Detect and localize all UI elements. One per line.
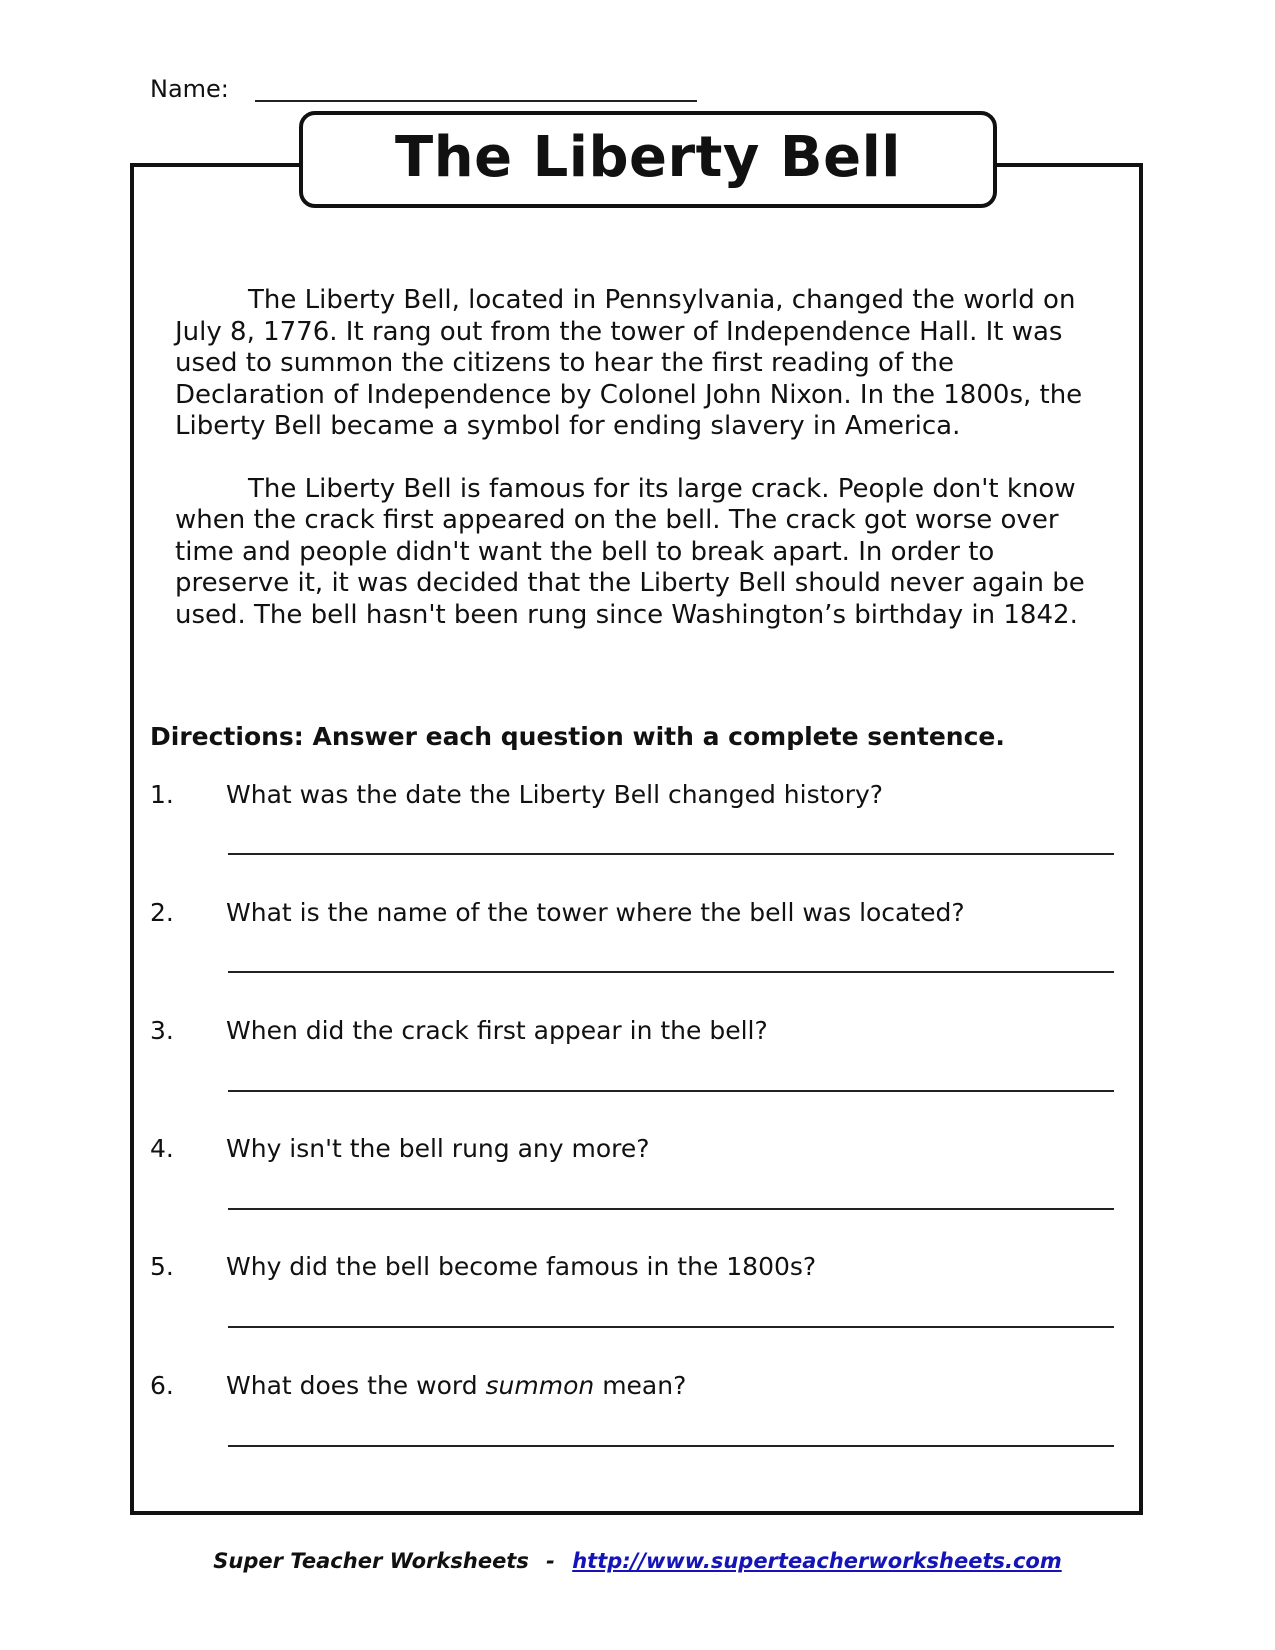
question-number: 4. <box>150 1134 174 1163</box>
question-text-part: What does the word <box>226 1371 486 1400</box>
passage-paragraph: The Liberty Bell is famous for its large crack. People don't know when the crack first appeared on the bell. The crack got worse over time and people didn't want the bell to break apart. In order to preserve it, it was decided that the Liberty Bell should never again be used. The bell hasn't been rung since Washington’s birthday in 1842. <box>175 473 1085 630</box>
answer-line-1[interactable] <box>228 853 1114 855</box>
footer-separator: - <box>546 1549 555 1573</box>
name-blank-line[interactable] <box>255 100 697 102</box>
question-text: What is the name of the tower where the bell was located? <box>226 898 965 927</box>
question-number: 3. <box>150 1016 174 1045</box>
question-text-part: mean? <box>594 1371 687 1400</box>
directions: Directions: Answer each question with a complete sentence. <box>150 722 1005 751</box>
answer-line-5[interactable] <box>228 1326 1114 1328</box>
answer-line-2[interactable] <box>228 971 1114 973</box>
question-number: 1. <box>150 780 174 809</box>
footer <box>0 1548 1275 1574</box>
footer-url-link[interactable]: http://www.superteacherworksheets.com <box>572 1549 1062 1573</box>
reading-passage <box>175 285 1105 662</box>
answer-line-3[interactable] <box>228 1090 1114 1092</box>
question-number: 5. <box>150 1252 174 1281</box>
question-text <box>226 1371 686 1401</box>
title-box <box>299 111 997 208</box>
answer-line-4[interactable] <box>228 1208 1114 1210</box>
question-text: What was the date the Liberty Bell changed history? <box>226 780 884 809</box>
vocabulary-word: summon <box>485 1371 595 1400</box>
question-text: When did the crack first appear in the bell? <box>226 1016 768 1045</box>
answer-line-6[interactable] <box>228 1445 1114 1447</box>
question-text: Why did the bell become famous in the 1800s? <box>226 1252 817 1281</box>
passage-paragraph: The Liberty Bell, located in Pennsylvania, changed the world on July 8, 1776. It rang out from the tower of Independence Hall. It was used to summon the citizens to hear the first reading of the Declaration of Independence by Colonel John Nixon. In the 1800s, the Liberty Bell became a symbol for ending slavery in America. <box>175 285 1083 441</box>
page-title: The Liberty Bell <box>395 125 901 190</box>
footer-brand: Super Teacher Worksheets <box>213 1549 529 1573</box>
name-label: Name: <box>150 75 229 103</box>
question-number: 2. <box>150 898 174 927</box>
question-text: Why isn't the bell rung any more? <box>226 1134 650 1163</box>
question-number: 6. <box>150 1371 174 1400</box>
